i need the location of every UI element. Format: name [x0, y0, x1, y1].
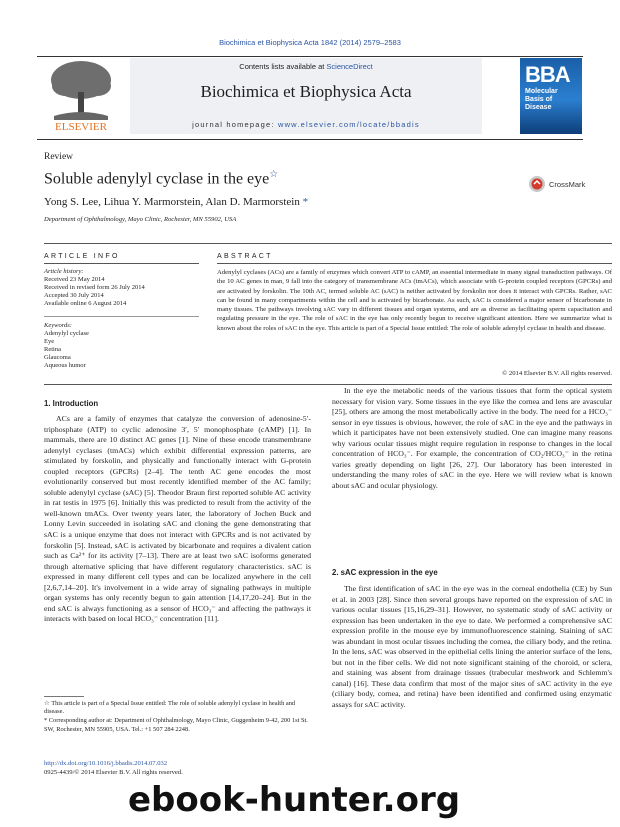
right-column-intro [332, 386, 612, 491]
affiliation: Department of Ophthalmology, Mayo Clinic, Rochester, MN 55902, USA [44, 216, 237, 223]
section-heading-expression: 2. sAC expression in the eye [332, 568, 438, 577]
elsevier-wordmark: ELSEVIER [55, 121, 107, 133]
article-history [44, 268, 199, 308]
cover-subtitle: Molecular Basis of Disease [525, 88, 558, 111]
abstract-rule [217, 263, 612, 264]
title-footnote-link[interactable]: ☆ [269, 169, 279, 180]
doi-link[interactable]: http://dx.doi.org/10.1016/j.bbadis.2014.07.032 [44, 760, 168, 767]
introduction-body [44, 414, 311, 625]
history-accepted: Accepted 30 July 2014 [44, 292, 104, 300]
abstract-heading: ABSTRACT [217, 253, 273, 260]
article-title: Soluble adenylyl cyclase in the eye☆ [44, 169, 279, 188]
corresponding-author-link[interactable]: * [302, 196, 309, 208]
history-revised: Received in revised form 26 July 2014 [44, 284, 145, 292]
journal-homepage: journal homepage: www.elsevier.com/locate/bbadis [192, 120, 420, 129]
paragraph: In the eye the metabolic needs of the various tissues that form the optical system necessary for vision vary. Some tissues in the eye like the cornea and lens are avascular [25], others are among the most metabolically active in the body. The need for a HCO₃⁻ sensor in eye tissues is obvious, however, the role of sAC in the eye and the pathways in which it participates have not been extensively studied. One can imagine many reasons why various ocular tissues might require regulation in response to changes in the local concentration of HCO₃⁻. For example, the concentration of CO₂/HCO₃⁻ in the retina varies greatly depending on light [26, 27]. Our laboratory has been interested in understanding the many roles of sAC in the eye. Here we will review what is known about sAC and ocular physiology. [332, 386, 612, 490]
abstract-text: Adenylyl cyclases (ACs) are a family of enzymes which convert ATP to cAMP, an essential intermediate in many signal transduction pathways. Of the 10 AC genes in man, 9 fall into the category of transmembrane ACs (tmACs), which associate with G-protein coupled receptors (GPCRs) and are activated by forskolin. The 10th AC, termed soluble AC (sAC) is neither activated by forskolin nor does it interact with GPCRs. Rather, sAC can be found in many compartments within the cell and is activated by bicarbonate. As such, sAC is considered a major sensor of bicarbonate in many tissues. The pathways involving sAC vary in different tissues and organ systems, and are as diverse as facilitating sperm capacitation and regulating pressure in the eye. The role of sAC in the eye has only recently begun to receive significant attention. Here we summarize what is known about the roles of sAC in the eye. This article is part of a Special Issue entitled: The role of soluble adenylyl cyclase in health and disease. [217, 269, 612, 332]
doi-block [44, 760, 183, 777]
abstract-copyright: © 2014 Elsevier B.V. All rights reserved. [502, 370, 612, 377]
paragraph: The first identification of sAC in the eye was in the corneal endothelia (CE) by Sun et al. in 2003 [28]. Since then several groups have reported on the expression of sAC in various ocular tissues [15,16,29–31]. However, no systematic study of sAC activity or expression has been undertaken in the eye to date. We performed a comprehensive sAC expression profile in the mouse eye by immunofluorescence staining. Staining of sAC was abundant in most ocular tissues including the cornea, the ciliary body, and the retina. In the lens, sAC was observed in the epithelial cells lining the anterior surface of the lens, but not in the fiber cells. We did not note significant staining of the choroid, or sclera, and staining was absent from drainage tissues (trabecular meshwork and Schlemm's canal) [16]. These data confirm that most of the major sites of sAC activity in the eye (ciliary body, cornea, and retina) have been identified and confirmed using enzymatic assays for sAC activity. [332, 584, 612, 710]
crossmark-label: CrossMark [549, 180, 586, 189]
keyword: Aqueous humor [44, 362, 86, 370]
expression-body [332, 584, 612, 711]
footnotes [44, 700, 311, 735]
article-type: Review [44, 152, 74, 162]
keyword: Retina [44, 346, 61, 354]
sciencedirect-link[interactable]: ScienceDirect [326, 62, 373, 71]
elsevier-logo [40, 58, 122, 134]
crossmark-badge[interactable] [528, 175, 600, 193]
history-received: Received 23 May 2014 [44, 276, 105, 284]
author-list: Yong S. Lee, Lihua Y. Marmorstein, Alan D. Marmorstein * [44, 196, 309, 208]
journal-cover [520, 58, 582, 134]
paragraph: ACs are a family of enzymes that catalyze the conversion of adenosine-5′-triphosphate (ATP) to cyclic adenosine 3′, 5′ monophosphate (cAMP) [1]. In mammals, there are 10 distinct AC genes [1]. Nine of these encode transmembrane adenylyl cyclases (tmACs) which exhibit differential expression patterns, are stimulated by forskolin, and physically and functionally interact with G-protein coupled receptors (GPCRs) [2–4]. The tenth AC gene encodes the most evolutionarily conserved but most recently identified member of the AC family; soluble adenylyl cyclase (sAC) [5]. Theodor Braun first reported soluble AC activity in rat testis in 1975 [6]. Initially this was predicted to result from the activity of the well-known tmACs. Over twenty years later, the laboratory of Jochen Buck and Lonny Levin succeeded in isolating sAC and cloning the gene demonstrating that sAC is a unique enzyme that does not interact with GPCRs and is not activated by forskolin [5]. Instead, sAC is activated by bicarbonate and requires a divalent cation such as Ca²⁺ for its activity [7–13]. There are at least two sAC isoforms generated through alternative splicing that have different regulatory characteristics. sAC is expressed in many different cell types and can be localized anywhere in the cell [2,6,7,14–20]. It's involvement in a wide array of signaling pathways in multiple organ systems has only recently begun to gain attention [14,17,20–24]. But in the end sAC is always functioning as a sensor of HCO₃⁻ and affecting the pathways it interacts with based on local HCO₃⁻ concentration [11]. [44, 414, 311, 624]
info-rule [44, 263, 199, 264]
footnote-rule [44, 696, 84, 697]
history-online: Available online 6 August 2014 [44, 300, 127, 308]
contents-line: Contents lists available at ScienceDirect [239, 62, 373, 71]
keyword: Eye [44, 338, 55, 346]
abstract-bottom-rule [44, 384, 612, 385]
keyword: Adenylyl cyclase [44, 330, 89, 338]
issn-line: 0925-4439/© 2014 Elsevier B.V. All rights reserved. [44, 768, 183, 776]
journal-citation[interactable]: Biochimica et Biophysica Acta 1842 (2014) 2579–2583 [219, 38, 401, 47]
footnote-corresponding-author: * Corresponding author at: Department of Ophthalmology, Mayo Clinic, Guggenheim 9-42, 200 1st St. SW, Rochester, MN 55905, USA. Tel.: +1 507 284 2248. [44, 717, 308, 733]
cover-logo: BBA [525, 62, 570, 87]
keywords-label: Keywords: [44, 322, 72, 329]
keyword: Glaucoma [44, 354, 71, 362]
history-label: Article history: [44, 268, 84, 275]
watermark: ebook-hunter.org [128, 780, 461, 820]
homepage-link[interactable]: www.elsevier.com/locate/bbadis [277, 120, 420, 129]
journal-name: Biochimica et Biophysica Acta [200, 82, 412, 101]
section-heading-introduction: 1. Introduction [44, 399, 99, 408]
article-info-heading: ARTICLE INFO [44, 253, 120, 260]
keywords [44, 322, 199, 371]
header-rule [44, 243, 612, 244]
footnote-special-issue: ☆ This article is part of a Special Issue entitled: The role of soluble adenylyl cyclase in health and disease. [44, 700, 296, 716]
info-divider [44, 316, 199, 317]
